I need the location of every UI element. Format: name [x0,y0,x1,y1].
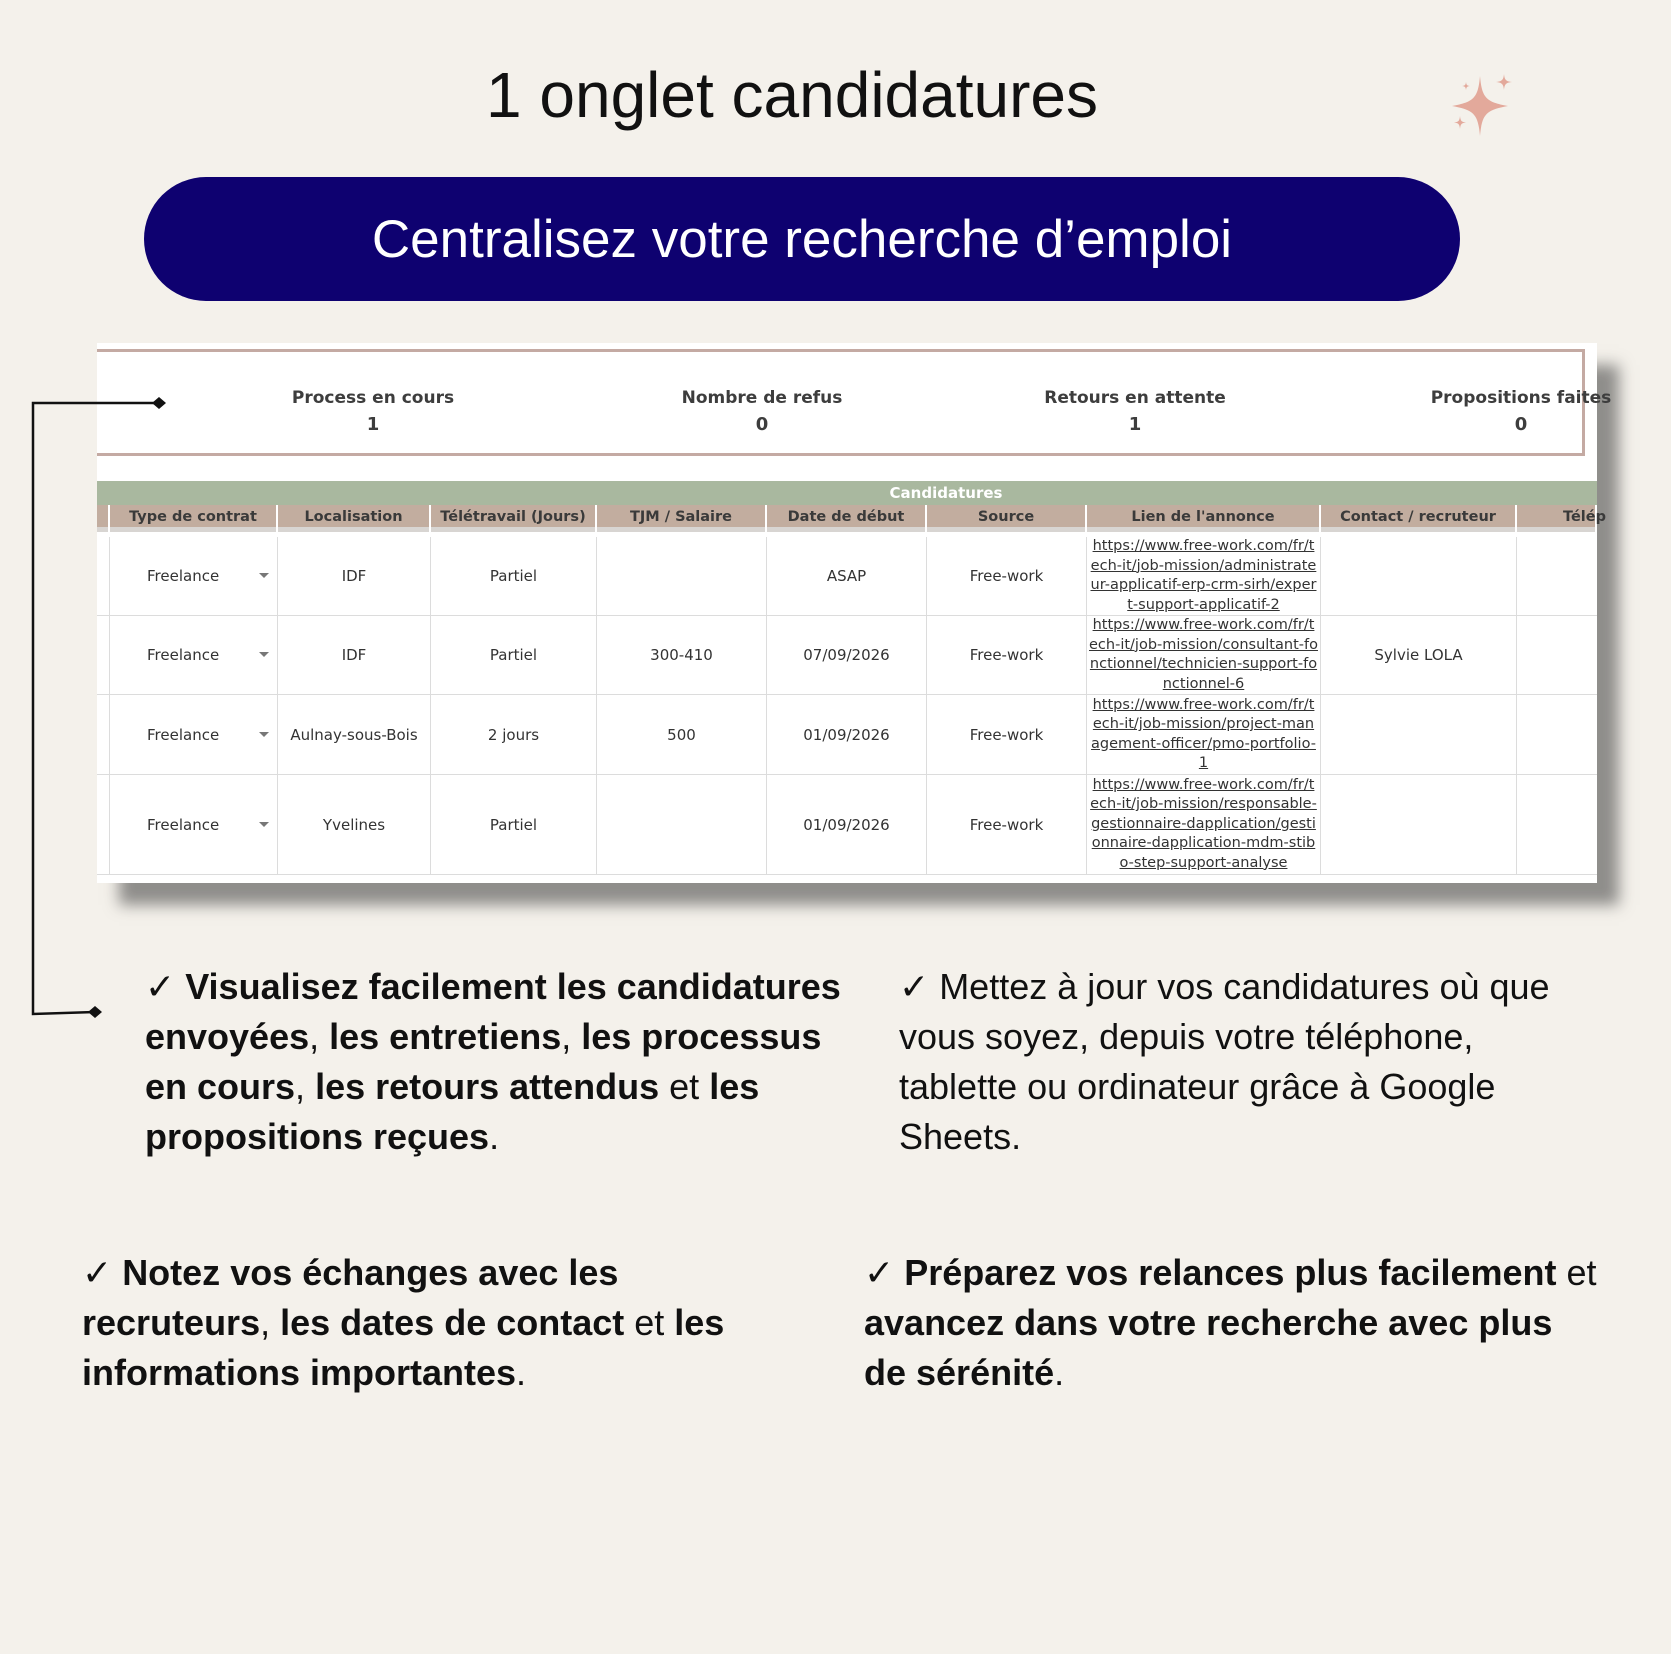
feature-text: et [624,1302,675,1343]
feature-text: , [295,1066,316,1107]
column-header[interactable]: Source [927,505,1087,532]
stat-propositions [1371,388,1671,435]
feature-text: les entretiens [329,1016,562,1057]
stats-panel [97,349,1612,456]
feature-text: , [561,1016,582,1057]
feature-text: les processus en cours [145,1016,822,1107]
stat-refus [612,388,912,435]
feature-notez [82,1248,782,1398]
cell-value: Freelance [147,646,220,664]
connector-line [0,0,200,1030]
table-cell[interactable]: Yvelines [278,775,431,874]
job-link[interactable]: https://www.free-work.com/fr/tech-it/job-mission/administrateur-applicatif-erp-crm-sirh/expert-support-applicatif-2 [1087,537,1321,615]
stat-label: Propositions faites [1430,388,1612,408]
table-cell[interactable]: Free-work [927,616,1087,694]
table-cell[interactable] [1321,775,1517,874]
column-header[interactable]: Date de début [767,505,927,532]
feature-text: Mettez à jour vos candidatures où que vous soyez, depuis votre téléphone, tablette ou ordinateur grâce à Google Sheets. [899,966,1550,1157]
feature-text: Notez vos échanges avec les recruteurs [82,1252,619,1343]
table-cell[interactable]: IDF [278,616,431,694]
stat-retours [985,388,1285,435]
table-cell[interactable] [1321,695,1517,774]
column-header[interactable]: Lien de l'annonce [1087,505,1321,532]
table-row [97,537,1597,616]
feature-text: avancez dans votre recherche avec plus de sérénité [864,1302,1553,1393]
table-cell[interactable] [1517,616,1597,694]
table-cell[interactable]: Partiel [431,775,597,874]
job-link[interactable]: https://www.free-work.com/fr/tech-it/job-mission/project-management-officer/pmo-portfolio-1 [1087,695,1321,774]
spreadsheet-preview [97,343,1612,883]
table-cell[interactable]: 300-410 [597,616,767,694]
feature-text: et [1556,1252,1597,1293]
job-link[interactable]: https://www.free-work.com/fr/tech-it/job-mission/responsable-gestionnaire-dapplication/gestionnaire-dapplication-mdm-stibo-step-support-analyse [1087,775,1321,874]
table-cell[interactable]: Sylvie LOLA [1321,616,1517,694]
feature-text: Visualisez facilement les candidatures envoyées [145,966,841,1057]
feature-text: et [659,1066,710,1107]
dropdown-arrow-icon[interactable] [259,822,269,827]
table-cell[interactable]: 01/09/2026 [767,775,927,874]
check-icon: ✓ [82,1252,113,1293]
table-cell[interactable]: Free-work [927,537,1087,615]
feature-text: . [489,1116,500,1157]
stat-value: 1 [366,414,380,435]
dropdown-arrow-icon[interactable] [259,732,269,737]
feature-text: les dates de contact [280,1302,625,1343]
table-cell[interactable] [1517,775,1597,874]
table-cell[interactable]: Free-work [927,695,1087,774]
feature-preparez [864,1248,1604,1398]
column-header[interactable]: Type de contrat [110,505,278,532]
table-cell[interactable]: Partiel [431,616,597,694]
table-cell[interactable]: IDF [278,537,431,615]
table-band-title: Candidatures [889,484,1003,502]
column-header[interactable]: TJM / Salaire [597,505,767,532]
stat-label: Process en cours [291,388,455,408]
stat-value: 0 [755,414,769,435]
table-cell[interactable] [1321,537,1517,615]
table-cell[interactable] [597,775,767,874]
sparkle-icon [1442,72,1518,140]
feature-text: les propositions reçues [145,1066,760,1157]
check-icon: ✓ [864,1252,895,1293]
table-row [97,695,1597,775]
table-cell[interactable] [597,537,767,615]
column-header[interactable]: Contact / recruteur [1321,505,1517,532]
feature-text: . [516,1352,527,1393]
stat-label: Nombre de refus [681,388,843,408]
dropdown-arrow-icon[interactable] [259,652,269,657]
feature-text: Préparez vos relances plus facilement [904,1252,1557,1293]
dropdown-arrow-icon[interactable] [259,573,269,578]
table-row [97,616,1597,695]
banner [144,177,1460,301]
feature-text: les retours attendus [315,1066,660,1107]
check-icon: ✓ [899,966,930,1007]
cell-value: Freelance [147,567,220,585]
table-cell[interactable]: Free-work [927,775,1087,874]
banner-text: Centralisez votre recherche d’emploi [371,209,1233,269]
column-header[interactable]: Télép [1517,505,1597,532]
table-cell[interactable]: 01/09/2026 [767,695,927,774]
stat-value: 0 [1514,414,1528,435]
job-link[interactable]: https://www.free-work.com/fr/tech-it/job-mission/consultant-fonctionnel/technicien-support-fonctionnel-6 [1087,616,1321,694]
table-cell[interactable]: 2 jours [431,695,597,774]
table-band [97,481,1597,505]
table-row [97,775,1597,875]
feature-text: , [309,1016,330,1057]
table-cell[interactable]: 500 [597,695,767,774]
stat-process [223,388,523,435]
check-icon: ✓ [145,966,176,1007]
cell-value: Freelance [147,725,220,744]
stat-label: Retours en attente [1044,388,1226,408]
column-header[interactable]: Télétravail (Jours) [431,505,597,532]
table-cell[interactable]: Partiel [431,537,597,615]
table-cell[interactable]: Aulnay-sous-Bois [278,695,431,774]
page-title: 1 onglet candidatures [486,59,1098,131]
feature-visualisez [145,962,845,1162]
table-cell[interactable]: 07/09/2026 [767,616,927,694]
stat-value: 1 [1128,414,1142,435]
table-header [97,505,1606,532]
table-cell[interactable] [1517,695,1597,774]
cell-value: Freelance [147,815,220,834]
feature-mettez-a-jour [899,962,1599,1162]
table-cell[interactable]: ASAP [767,537,927,615]
table-cell[interactable] [1517,537,1597,615]
feature-text: les informations importantes [82,1302,725,1393]
feature-text: , [260,1302,281,1343]
feature-text: . [1054,1352,1065,1393]
column-header[interactable]: Localisation [278,505,431,532]
